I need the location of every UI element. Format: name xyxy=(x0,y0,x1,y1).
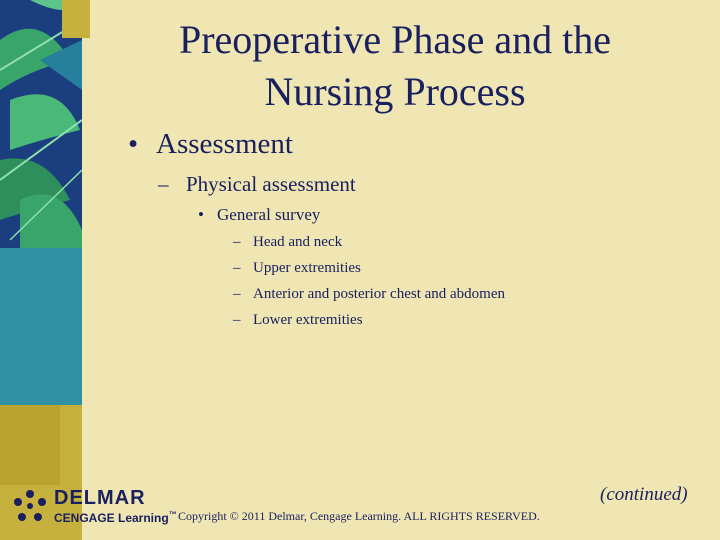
bullet-marker: – xyxy=(233,286,241,302)
logo-brand: DELMAR xyxy=(54,487,146,509)
gold-inner-block xyxy=(0,405,60,485)
decorative-side-band xyxy=(0,0,82,540)
title-line-2: Nursing Process xyxy=(264,69,526,114)
bullet-level-4-list xyxy=(233,229,505,333)
bullet-marker: – xyxy=(233,260,241,276)
bullet-text: Assessment xyxy=(156,128,293,160)
bullet-text: Physical assessment xyxy=(186,172,356,196)
bullet-marker: • xyxy=(128,128,139,160)
bullet-text: Upper extremities xyxy=(253,260,361,276)
bullet-marker: • xyxy=(198,205,204,224)
list-item xyxy=(233,229,505,255)
copyright-notice: Copyright © 2011 Delmar, Cengage Learning. ALL RIGHTS RESERVED. xyxy=(178,509,540,523)
bullet-level-3 xyxy=(198,203,320,227)
list-item xyxy=(233,255,505,281)
list-item xyxy=(233,307,505,333)
continued-label: (continued) xyxy=(600,484,688,505)
logo-sub-text: CENGAGE Learning xyxy=(54,511,169,525)
bullet-marker: – xyxy=(233,234,241,250)
teal-block xyxy=(0,248,82,405)
logo-trademark: ™ xyxy=(168,510,177,519)
bullet-marker: – xyxy=(158,172,169,196)
logo-subtitle xyxy=(54,510,177,525)
publisher-logo xyxy=(12,486,182,526)
bullet-level-1 xyxy=(128,126,293,162)
bullet-text: Anterior and posterior chest and abdomen xyxy=(253,286,506,302)
bullet-marker: – xyxy=(233,312,241,328)
delmar-pinwheel-icon xyxy=(12,488,48,524)
list-item xyxy=(233,281,505,307)
title-line-1: Preoperative Phase and the xyxy=(178,17,612,62)
bullet-text: Lower extremities xyxy=(253,312,363,328)
slide-title xyxy=(110,14,680,118)
bullet-text: Head and neck xyxy=(253,234,343,250)
bullet-level-2 xyxy=(158,170,356,198)
bullet-text: General survey xyxy=(217,205,321,224)
gold-tab xyxy=(62,0,90,38)
